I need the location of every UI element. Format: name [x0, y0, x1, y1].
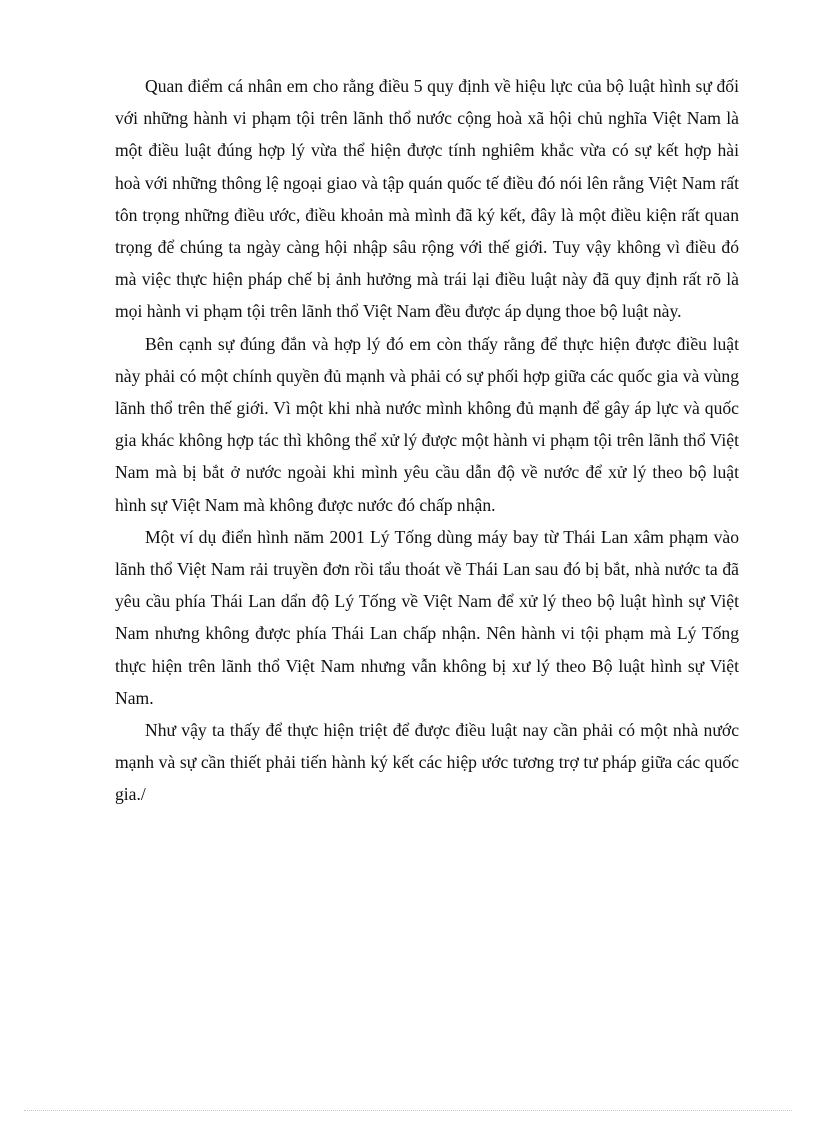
- page-bottom-divider: [24, 1110, 792, 1111]
- paragraph-2: Bên cạnh sự đúng đắn và hợp lý đó em còn thấy rằng để thực hiện được điều luật này phải có một chính quyền đủ mạnh và phải có sự phối hợp giữa các quốc gia và vùng lãnh thổ trên thế giới. Vì một khi nhà nước mình không đủ mạnh để gây áp lực và quốc gia khác không hợp tác thì không thể xử lý được một hành vi phạm tội trên lãnh thổ Việt Nam mà bị bắt ở nước ngoài khi mình yêu cầu dẫn độ về nước để xử lý theo bộ luật hình sự Việt Nam mà không được nước đó chấp nhận.: [115, 333, 739, 515]
- body-text: [115, 70, 739, 811]
- paragraph-3: Một ví dụ điển hình năm 2001 Lý Tống dùng máy bay từ Thái Lan xâm phạm vào lãnh thổ Việt Nam rải truyền đơn rồi tẩu thoát về Thái Lan sau đó bị bắt, nhà nước ta đã yêu cầu phía Thái Lan dẩn độ Lý Tống về Việt Nam để xử lý theo bộ luật hình sự Việt Nam nhưng không được phía Thái Lan chấp nhận. Nên hành vi tội phạm mà Lý Tống thực hiện trên lãnh thổ Việt Nam nhưng vẫn không bị xư lý theo Bộ luật hình sự Việt Nam.: [115, 526, 739, 708]
- paragraph-4: Như vậy ta thấy để thực hiện triệt để được điều luật nay cần phải có một nhà nước mạnh và sự cần thiết phải tiến hành ký kết các hiệp ước tương trợ tư pháp giữa các quốc gia./: [115, 720, 739, 805]
- paragraph-1: Quan điểm cá nhân em cho rằng điều 5 quy định về hiệu lực của bộ luật hình sự đối với những hành vi phạm tội trên lãnh thổ nước cộng hoà xã hội chủ nghĩa Việt Nam là một điều luật đúng hợp lý vừa thể hiện được tính nghiêm khắc vừa có sự kết hợp hài hoà với những thông lệ ngoại giao và tập quán quốc tế điều đó nói lên rằng Việt Nam rất tôn trọng những điều ước, điều khoản mà mình đã ký kết, đây là một điều kiện rất quan trọng để chúng ta ngày càng hội nhập sâu rộng với thế giới. Tuy vậy không vì điều đó mà việc thực hiện pháp chế bị ảnh hưởng mà trái lại điều luật này đã quy định rất rõ là mọi hành vi phạm tội trên lãnh thổ Việt Nam đều được áp dụng thoe bộ luật này.: [115, 76, 739, 322]
